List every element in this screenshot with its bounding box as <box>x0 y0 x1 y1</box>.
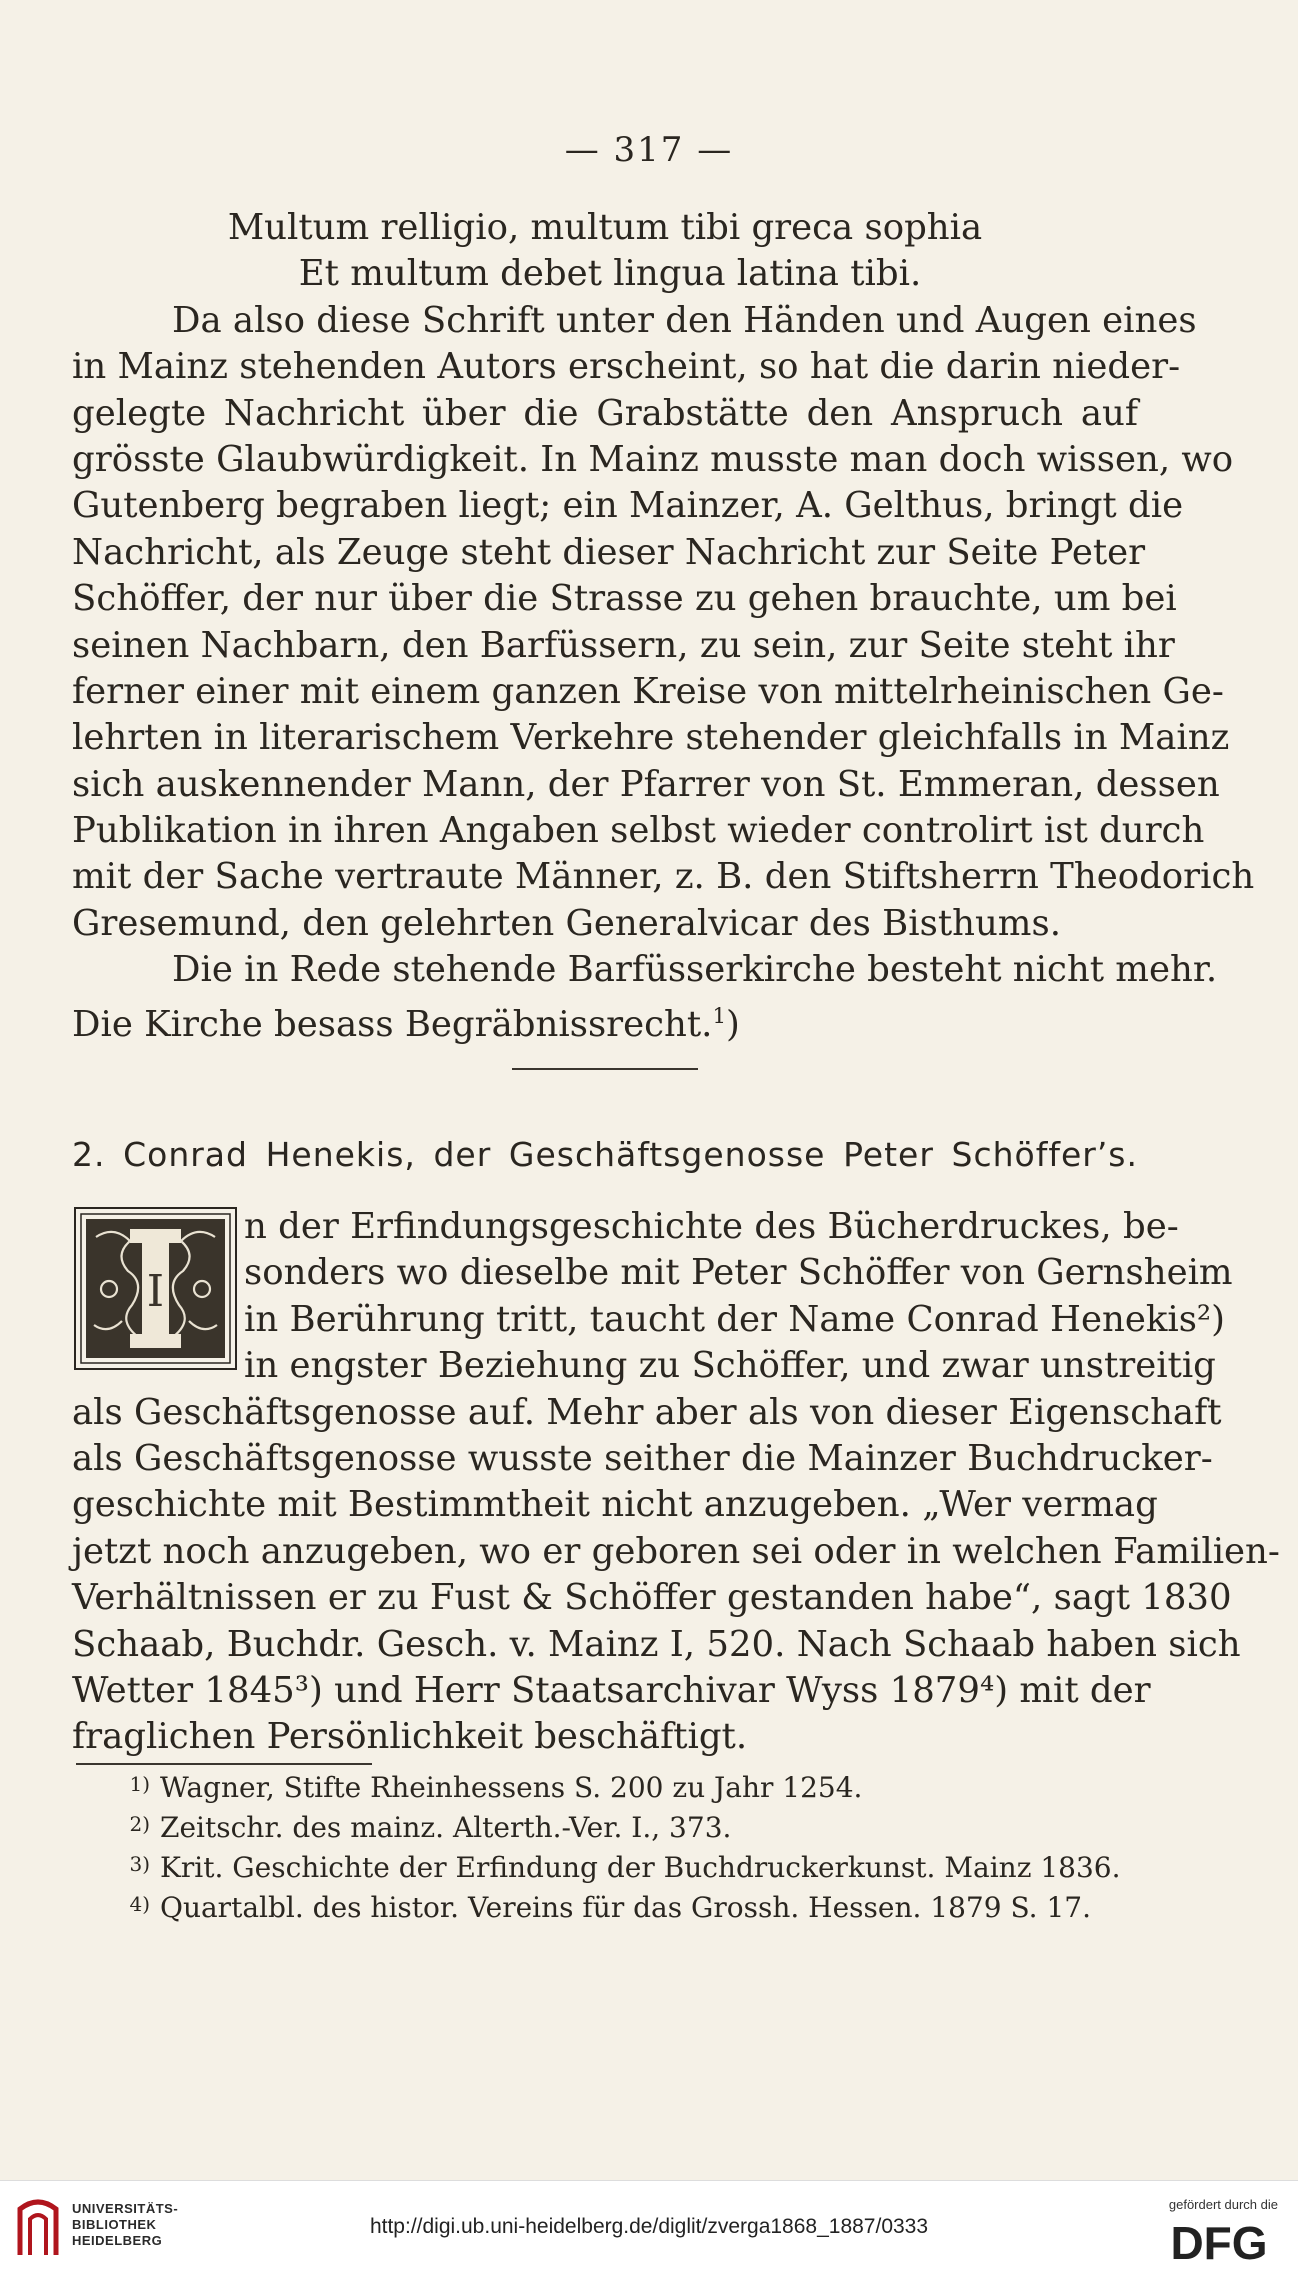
footnote-mark: 2) <box>129 1812 150 1836</box>
viewer-footer <box>0 2180 1298 2275</box>
footnote <box>129 1766 1138 1806</box>
text-line: seinen Nachbarn, den Barfüssern, zu sein, zur Seite steht ihr <box>72 624 1175 666</box>
section-heading: 2. Conrad Henekis, der Geschäftsgenosse Peter Schöffer’s. <box>72 1135 1138 1174</box>
text-line: Da also diese Schrift unter den Händen und Augen eines <box>172 299 1197 341</box>
library-name-line: HEIDELBERG <box>72 2233 163 2248</box>
text-line: Verhältnissen er zu Fust & Schöffer gestanden habe“, sagt 1830 <box>72 1577 1232 1619</box>
text-line: sich auskennender Mann, der Pfarrer von St. Emmeran, dessen <box>72 763 1220 805</box>
text-line: Gutenberg begraben liegt; ein Mainzer, A. Gelthus, bringt die <box>72 485 1184 527</box>
text-line: als Geschäftsgenosse wusste seither die Mainzer Buchdrucker- <box>72 1437 1213 1479</box>
footnote-ref: 1 <box>712 1003 727 1029</box>
text-line: geschichte mit Bestimmtheit nicht anzugeben. „Wer vermag <box>72 1484 1158 1526</box>
text-line: n der Erfindungsgeschichte des Bücherdruckes, be- <box>244 1206 1179 1247</box>
footnote-text: Wagner, Stifte Rheinhessens S. 200 zu Jahr 1254. <box>160 1771 863 1804</box>
sponsor-label: gefördert durch die <box>1168 2197 1278 2212</box>
text-line: fraglichen Persönlichkeit beschäftigt. <box>72 1716 748 1758</box>
text-line: in Mainz stehenden Autors erscheint, so hat die darin nieder- <box>72 346 1181 388</box>
text-line-content: Die Kirche besass Begräbnissrecht. <box>72 1003 713 1045</box>
verse-line: Et multum debet lingua latina tibi. <box>298 253 922 295</box>
section-separator <box>512 1068 698 1070</box>
text-line: lehrten in literarischem Verkehre stehender gleichfalls in Mainz <box>72 717 1230 759</box>
text-line: sonders wo dieselbe mit Peter Schöffer von Gernsheim <box>244 1252 1233 1294</box>
page-number: — 317 — <box>564 130 734 170</box>
initial-letter: I <box>146 1266 165 1317</box>
footnote-text: Quartalbl. des histor. Vereins für das Grossh. Hessen. 1879 S. 17. <box>160 1891 1091 1924</box>
text-line: Nachricht, als Zeuge steht dieser Nachricht zur Seite Peter <box>72 531 1146 573</box>
library-name-line: BIBLIOTHEK <box>72 2217 157 2232</box>
footnote-mark: 3) <box>129 1852 150 1876</box>
footnote-text: Krit. Geschichte der Erfindung der Buchdruckerkunst. Mainz 1836. <box>160 1851 1121 1884</box>
footnote-mark: 4) <box>129 1892 150 1916</box>
section-text-block <box>72 1204 1280 1761</box>
text-line: jetzt noch anzugeben, wo er geboren sei oder in welchen Familien- <box>72 1530 1280 1572</box>
text-line: ferner einer mit einem ganzen Kreise von mittelrheinischen Ge- <box>72 670 1224 712</box>
text-line: Wetter 1845³) und Herr Staatsarchivar Wyss 1879⁴) mit der <box>72 1669 1151 1711</box>
dfg-logo-icon <box>1160 2219 1278 2265</box>
dfg-logo-text: DFG <box>1170 2219 1268 2265</box>
permalink-url[interactable]: http://digi.ub.uni-heidelberg.de/diglit/zverga1868_1887/0333 <box>369 2215 929 2238</box>
text-line: Schaab, Buchdr. Gesch. v. Mainz I, 520. Nach Schaab haben sich <box>72 1623 1241 1665</box>
verse-line: Multum relligio, multum tibi greca sophia <box>227 207 983 248</box>
text-line: Schöffer, der nur über die Strasse zu gehen brauchte, um bei <box>72 578 1177 620</box>
text-line: Publikation in ihren Angaben selbst wieder controlirt ist durch <box>72 810 1205 852</box>
footnote <box>129 1806 1138 1846</box>
library-name-line: UNIVERSITÄTS- <box>72 2201 179 2216</box>
main-text-block <box>72 205 1255 1045</box>
text-line: mit der Sache vertraute Männer, z. B. den Stiftsherrn Theodorich <box>72 856 1255 898</box>
footnote-mark: 1) <box>129 1772 150 1796</box>
text-line: Die Kirche besass Begräbnissrecht.$^1$) <box>72 1003 740 1045</box>
text-line: in engster Beziehung zu Schöffer, und zwar unstreitig <box>244 1345 1216 1387</box>
footnote-text: Zeitschr. des mainz. Alterth.-Ver. I., 373. <box>160 1811 732 1844</box>
text-line: grösste Glaubwürdigkeit. In Mainz musste man doch wissen, wo <box>72 438 1234 480</box>
footnotes <box>129 1766 1138 1926</box>
text-line: gelegte Nachricht über die Grabstätte den Anspruch auf <box>72 392 1138 434</box>
footnote-rule <box>76 1763 372 1765</box>
text-line: in Berührung tritt, taucht der Name Conrad Henekis²) <box>244 1298 1225 1340</box>
text-line: Gresemund, den gelehrten Generalvicar des Bisthums. <box>72 902 1061 944</box>
text-line: Die in Rede stehende Barfüsserkirche besteht nicht mehr. <box>172 949 1218 991</box>
footnote <box>129 1886 1138 1926</box>
text-line: als Geschäftsgenosse auf. Mehr aber als von dieser Eigenschaft <box>72 1391 1222 1433</box>
footnote <box>129 1846 1138 1886</box>
